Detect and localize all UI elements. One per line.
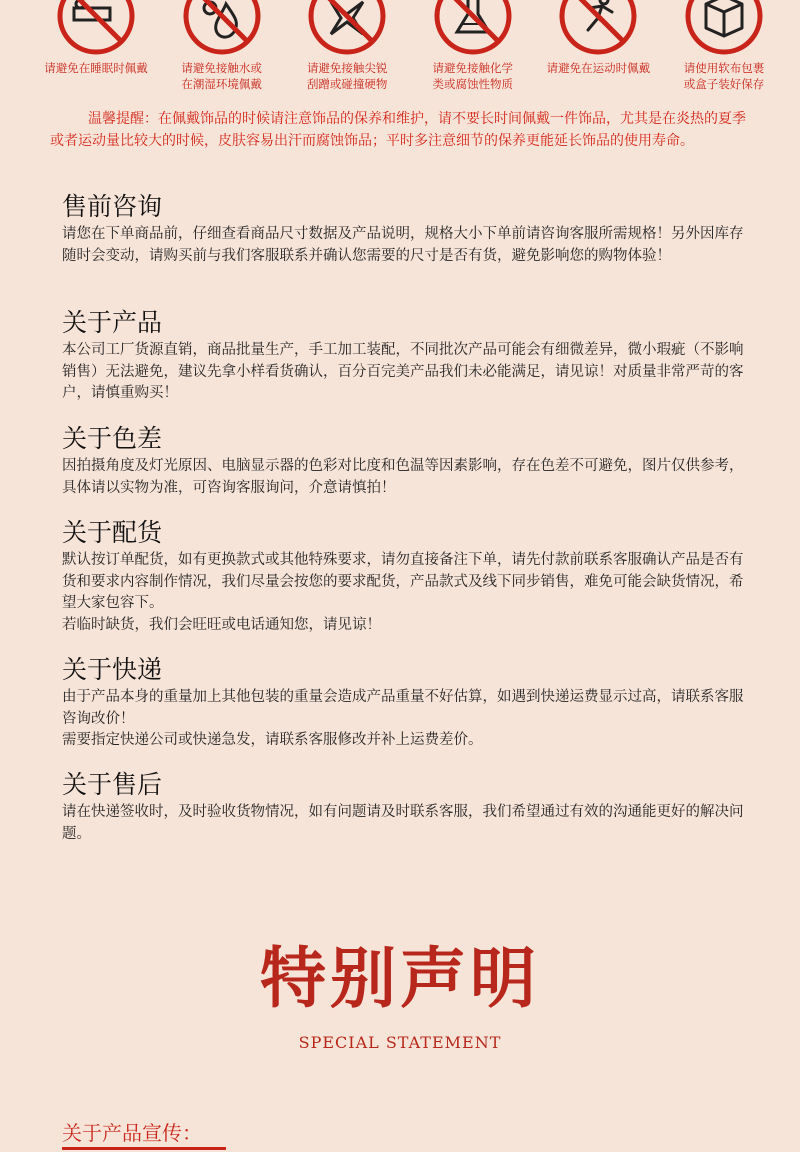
section-presale (62, 192, 752, 267)
section-body (62, 550, 752, 636)
warning-item-water (166, 0, 278, 100)
section-paragraph: 请在快递签收时，及时验收货物情况，如有问题请及时联系客服，我们希望通过有效的沟通能更好的解决问题。 (62, 804, 744, 842)
section-title: 售前咨询 (62, 192, 163, 221)
section-body (62, 687, 752, 752)
section-paragraph: 本公司工厂货源直销，商品批量生产，手工加工装配，不同批次产品可能会有细微差异，微小瑕疵（不影响销售）无法避免，建议先拿小样看货确认，百分百完美产品我们未必能满足，请见谅！对质量非常严苛的客户，请慎重购买！ (62, 342, 744, 401)
section-order-fulfillment (62, 518, 752, 636)
warning-icons-row (40, 0, 780, 100)
special-statement-title: 特别声明 (260, 939, 540, 1017)
care-reminder: 温馨提醒：在佩戴饰品的时候请注意饰品的保养和维护，请不要长时间佩戴一件饰品，尤其是在炎热的夏季或者运动量比较大的时候，皮肤容易出汗而腐蚀饰品；平时多注意细节的保养更能延长饰品的使用寿命。 (50, 111, 746, 149)
section-body (62, 224, 752, 267)
warning-caption: 请避免接触化学 类或腐蚀性物质 (432, 61, 514, 91)
section-paragraph: 由于产品本身的重量加上其他包装的重量会造成产品重量不好估算，如遇到快递运费显示过高，请联系客服咨询改价！ (62, 689, 744, 727)
no-sleep-bed-icon (56, 0, 136, 56)
warning-caption: 请避免在睡眠时佩戴 (44, 61, 148, 75)
section-body (62, 802, 752, 845)
section-title: 关于产品 (62, 308, 163, 337)
section-paragraph: 默认按订单配货，如有更换款式或其他特殊要求，请勿直接备注下单，请先付款前联系客服确认产品是否有货和要求内容制作情况，我们尽量会按您的要求配货，产品款式及线下同步销售，难免可能会缺货情况，希望大家包容下。 (62, 552, 744, 611)
section-title: 关于配货 (62, 518, 163, 547)
no-running-icon (558, 0, 638, 56)
warning-item-sleep (40, 0, 152, 100)
warning-caption: 请避免接触水或 在潮湿环境佩戴 (181, 61, 262, 91)
no-chemical-flask-icon (433, 0, 513, 56)
section-after-sales (62, 770, 752, 845)
warning-caption: 请使用软布包裹 或盒子装好保存 (683, 61, 765, 91)
section-paragraph: 若临时缺货，我们会旺旺或电话通知您，请见谅！ (62, 616, 381, 633)
section-paragraph: 请您在下单商品前，仔细查看商品尺寸数据及产品说明，规格大小下单前请咨询客服所需规格！另外因库存随时会变动，请购买前与我们客服联系并确认您需要的尺寸是否有货，避免影响您的购物体验！ (62, 226, 744, 264)
warning-item-chemical (417, 0, 529, 100)
section-paragraph: 需要指定快递公司或快递急发，请联系客服修改并补上运费差价。 (62, 732, 483, 748)
section-shipping (62, 655, 752, 752)
section-title: 关于色差 (62, 424, 163, 453)
promo-heading: 关于产品宣传： (62, 1121, 202, 1145)
warning-item-sharp (291, 0, 403, 100)
section-title: 关于售后 (62, 770, 163, 799)
section-paragraph: 因拍摄角度及灯光原因、电脑显示器的色彩对比度和色温等因素影响，存在色差不可避免，图片仅供参考，具体请以实物为准，可咨询客服询问，介意请慎拍！ (62, 458, 744, 496)
section-product (62, 308, 752, 405)
section-color-difference (62, 424, 752, 499)
warning-caption: 请避免接触尖锐 刮蹭或碰撞硬物 (306, 61, 388, 91)
no-sharp-object-icon (307, 0, 387, 56)
section-title: 关于快递 (62, 655, 163, 684)
section-body (62, 340, 752, 405)
warning-caption: 请避免在运动时佩戴 (546, 61, 651, 75)
warning-item-running (542, 0, 654, 100)
warning-item-package (668, 0, 780, 100)
promo-heading-underline (62, 1147, 226, 1150)
box-package-icon (684, 0, 764, 56)
section-body (62, 456, 752, 499)
special-statement-subtitle: SPECIAL STATEMENT (298, 1033, 502, 1052)
no-water-drop-icon (182, 0, 262, 56)
